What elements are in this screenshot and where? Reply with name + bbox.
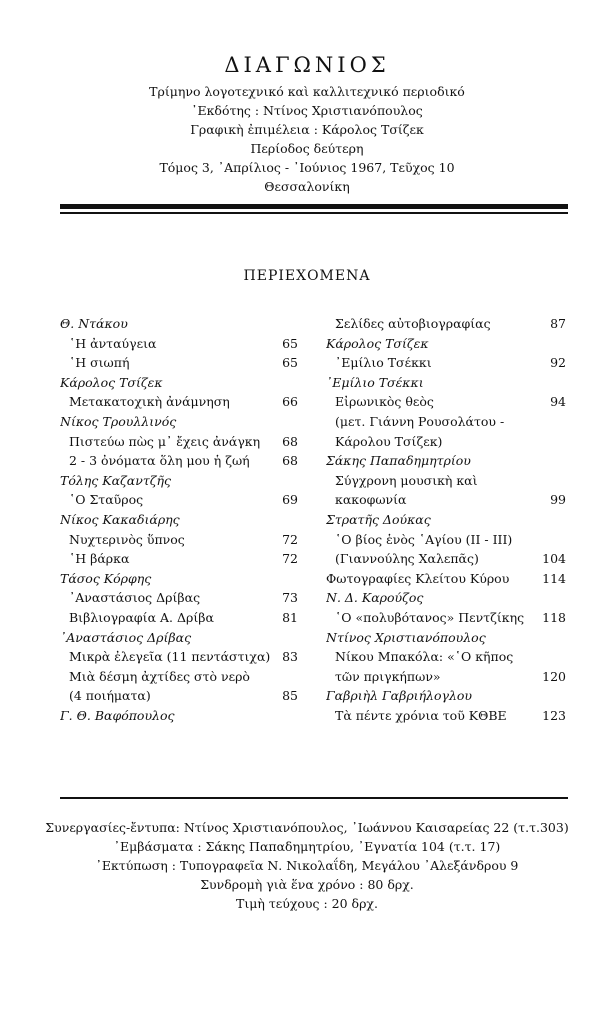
toc-entry <box>326 530 566 550</box>
toc-entry-title: Φωτογραφίες Κλείτου Κύρου <box>326 570 510 586</box>
toc-entry-title: Τάσος Κόρφης <box>60 570 152 586</box>
toc-entry-title: Μετακατοχικὴ ἀνάμνηση <box>69 394 230 410</box>
toc-page-number <box>274 706 298 726</box>
contents-heading: ΠΕΡΙΕΧΟΜΕΝΑ <box>243 268 371 284</box>
toc-entry-title: Ντίνος Χριστιανόπουλος <box>326 629 486 645</box>
toc-page-number <box>542 530 566 550</box>
printing-line: ᾿Εκτύπωση : Τυπογραφεῖα Ν. Νικολαΐδη, Μεγάλου ᾿Αλεξάνδρου 9 <box>95 858 519 873</box>
toc-author <box>60 569 298 589</box>
toc-entry-title: ῾Ο «πολυβότανος» Πεντζίκης <box>335 609 525 625</box>
toc-page-number: 94 <box>550 394 566 410</box>
toc-author <box>60 314 298 334</box>
toc-page-number <box>274 373 298 393</box>
header-rule-thick <box>60 204 568 209</box>
toc-author <box>326 628 566 648</box>
toc-author <box>60 373 298 393</box>
toc-page-number <box>274 569 298 589</box>
journal-subtitle: Τρίμηνο λογοτεχνικό καὶ καλλιτεχνικό περιοδικό <box>149 84 465 99</box>
toc-page-number <box>542 628 566 648</box>
toc-entry <box>326 569 566 589</box>
toc-page-number: 68 <box>282 433 298 449</box>
toc-entry-title: Κάρολος Τσίζεκ <box>60 374 163 390</box>
toc-author <box>326 373 566 393</box>
toc-author <box>326 510 566 530</box>
toc-entry <box>60 549 298 569</box>
masthead <box>0 52 614 196</box>
toc-page-number: 69 <box>282 492 298 508</box>
toc-entry <box>326 392 566 412</box>
toc-entry-title: (Γιαννούλης Χαλεπᾶς) <box>335 551 479 567</box>
toc-page-number <box>542 686 566 706</box>
toc-entry <box>60 530 298 550</box>
toc-entry <box>60 686 298 706</box>
toc-entry-title: ῾Ο Σταῦρος <box>69 492 144 508</box>
toc-author <box>326 451 566 471</box>
toc-author <box>60 628 298 648</box>
toc-page-number: 114 <box>542 570 566 586</box>
toc-entry <box>326 353 566 373</box>
period-line: Περίοδος δεύτερη <box>250 141 364 156</box>
contributions-line: Συνεργασίες-ἔντυπα: Ντίνος Χριστιανόπουλος, ᾿Ιωάννου Καισαρείας 22 (τ.τ.303) <box>45 820 569 835</box>
toc-page-number <box>542 412 566 432</box>
toc-entry-title: ᾿Εμίλιο Τσέκκι <box>326 374 424 390</box>
header-rule-thin <box>60 212 568 214</box>
toc-entry-title: ῾Ο βίος ἑνὸς ῾Αγίου (ΙΙ - ΙΙΙ) <box>335 531 513 547</box>
toc-page-number <box>274 314 298 334</box>
toc-author <box>60 471 298 491</box>
toc-page-number <box>542 510 566 530</box>
toc-entry-title: Νίκος Κακαδιάρης <box>60 511 180 527</box>
toc-entry-title: Θ. Ντάκου <box>60 316 128 331</box>
toc-author <box>60 412 298 432</box>
journal-title: ΔΙΑΓΩΝΙΟΣ <box>224 53 390 77</box>
issue-line: Τόμος 3, ᾿Απρίλιος - ᾿Ιούνιος 1967, Τεῦχος 10 <box>159 160 455 175</box>
toc-page-number: 83 <box>282 649 298 665</box>
toc-entry-title: Τόλης Καζαντζῆς <box>60 472 172 488</box>
toc-entry-title: Γαβριὴλ Γαβριήλογλου <box>326 688 473 704</box>
toc-page-number: 73 <box>282 590 298 606</box>
toc-left-column <box>60 314 298 725</box>
toc-page-number: 123 <box>542 707 566 723</box>
toc-author <box>326 588 566 608</box>
toc-entry <box>60 392 298 412</box>
remittances-line: ᾿Εμβάσματα : Σάκης Παπαδημητρίου, ᾿Εγνατία 104 (τ.τ. 17) <box>113 839 501 854</box>
design-line: Γραφικὴ ἐπιμέλεια : Κάρολος Τσίζεκ <box>190 122 424 137</box>
toc-page-number: 120 <box>542 668 566 684</box>
toc-entry-title: Νίκου Μπακόλα: «῾Ο κῆπος <box>335 649 514 665</box>
toc-entry-title: Πιστεύω πὼς μ᾿ ἔχεις ἀνάγκη <box>69 433 261 449</box>
toc-entry-title: Εἰρωνικὸς θεὸς <box>335 394 434 410</box>
toc-entry <box>60 451 298 471</box>
toc-page-number: 92 <box>550 355 566 371</box>
toc-entry-title: κακοφωνία <box>335 492 407 508</box>
toc-entry-title: Νυχτερινὸς ὕπνος <box>69 531 185 547</box>
toc-page-number <box>542 471 566 491</box>
price-line: Τιμὴ τεύχους : 20 δρχ. <box>236 896 378 911</box>
toc-entry-title: τῶν πριγκήπων» <box>335 668 441 684</box>
subscription-line: Συνδρομὴ γιὰ ἕνα χρόνο : 80 δρχ. <box>200 877 414 892</box>
city-line: Θεσσαλονίκη <box>264 179 350 194</box>
toc-entry-title: ᾿Εμίλιο Τσέκκι <box>335 355 432 371</box>
toc-entry-title: Κάρολου Τσίζεκ) <box>335 433 443 449</box>
toc-page-number <box>542 647 566 667</box>
toc-entry-title: 2 - 3 ὀνόματα ὅλη μου ἡ ζωή <box>69 453 250 469</box>
toc-entry <box>326 667 566 687</box>
footer <box>0 818 614 913</box>
toc-page-number <box>542 588 566 608</box>
toc-entry <box>326 314 566 334</box>
toc-entry <box>326 647 566 667</box>
toc-page-number: 81 <box>282 609 298 625</box>
toc-page-number: 85 <box>282 688 298 704</box>
publisher-line: ᾿Εκδότης : Ντίνος Χριστιανόπουλος <box>191 103 423 118</box>
toc-entry <box>60 334 298 354</box>
toc-page-number <box>542 432 566 452</box>
toc-page-number <box>542 451 566 471</box>
toc-entry <box>60 432 298 452</box>
toc-page-number: 66 <box>282 394 298 410</box>
toc-page-number: 104 <box>542 551 566 567</box>
toc-page-number: 72 <box>282 551 298 567</box>
toc-entry-title: Σελίδες αὐτοβιογραφίας <box>335 316 491 331</box>
footer-rule <box>60 797 568 799</box>
toc-author <box>60 706 298 726</box>
toc-entry-title: Τὰ πέντε χρόνια τοῦ ΚΘΒΕ <box>335 707 507 723</box>
toc-entry-title: Βιβλιογραφία Α. Δρίβα <box>69 609 214 625</box>
toc-author <box>326 334 566 354</box>
toc-entry <box>326 549 566 569</box>
toc-entry-title: ῾Η ἀνταύγεια <box>69 335 157 351</box>
toc-entry <box>60 588 298 608</box>
toc-page-number: 65 <box>282 335 298 351</box>
toc-entry-title: ᾿Αναστάσιος Δρίβας <box>60 629 192 645</box>
toc-entry-title: Σύγχρονη μουσικὴ καὶ <box>335 472 478 488</box>
toc-entry <box>60 608 298 628</box>
toc-page-number: 99 <box>550 492 566 508</box>
toc-entry-title: ᾿Αναστάσιος Δρίβας <box>69 590 201 606</box>
toc-page-number <box>274 412 298 432</box>
toc-entry <box>326 608 566 628</box>
toc-entry-title: Σάκης Παπαδημητρίου <box>326 453 471 469</box>
toc-page-number <box>274 471 298 491</box>
toc-entry-title: Κάρολος Τσίζεκ <box>326 335 429 351</box>
toc-page-number: 118 <box>542 609 566 625</box>
toc-page-number: 65 <box>282 355 298 371</box>
toc-entry-title: Μιὰ δέσμη ἀχτίδες στὸ νερὸ <box>69 668 250 684</box>
toc-entry <box>326 490 566 510</box>
toc-entry-title: Στρατῆς Δούκας <box>326 511 431 527</box>
toc-page-number: 72 <box>282 531 298 547</box>
toc-entry <box>326 412 566 432</box>
toc-entry-title: ῾Η σιωπή <box>69 355 130 371</box>
toc-page-number: 68 <box>282 453 298 469</box>
toc-entry-title: Μικρὰ ἐλεγεῖα (11 πεντάστιχα) <box>69 649 271 665</box>
toc-page-number: 87 <box>550 316 566 331</box>
toc-author <box>326 686 566 706</box>
toc-entry-title: (4 ποιήματα) <box>69 688 151 704</box>
toc-right-column <box>326 314 566 725</box>
toc-entry-title: Νίκος Τρουλλινός <box>60 413 177 429</box>
toc-entry-title: ῾Η βάρκα <box>69 551 130 567</box>
toc-entry-title: (μετ. Γιάννη Ρουσολάτου - <box>335 413 505 429</box>
toc-entry-title: Γ. Θ. Βαφόπουλος <box>60 707 175 723</box>
toc-entry <box>60 667 298 687</box>
toc-entry <box>60 490 298 510</box>
toc-page-number <box>274 510 298 530</box>
toc-entry <box>326 706 566 726</box>
toc-page-number <box>274 628 298 648</box>
toc-entry <box>60 353 298 373</box>
toc-page-number <box>274 667 298 687</box>
toc-page-number <box>542 334 566 354</box>
toc-page-number <box>542 373 566 393</box>
toc-entry <box>60 647 298 667</box>
toc-entry <box>326 471 566 491</box>
toc-entry <box>326 432 566 452</box>
toc-author <box>60 510 298 530</box>
toc-entry-title: Ν. Δ. Καρούζος <box>326 590 424 606</box>
